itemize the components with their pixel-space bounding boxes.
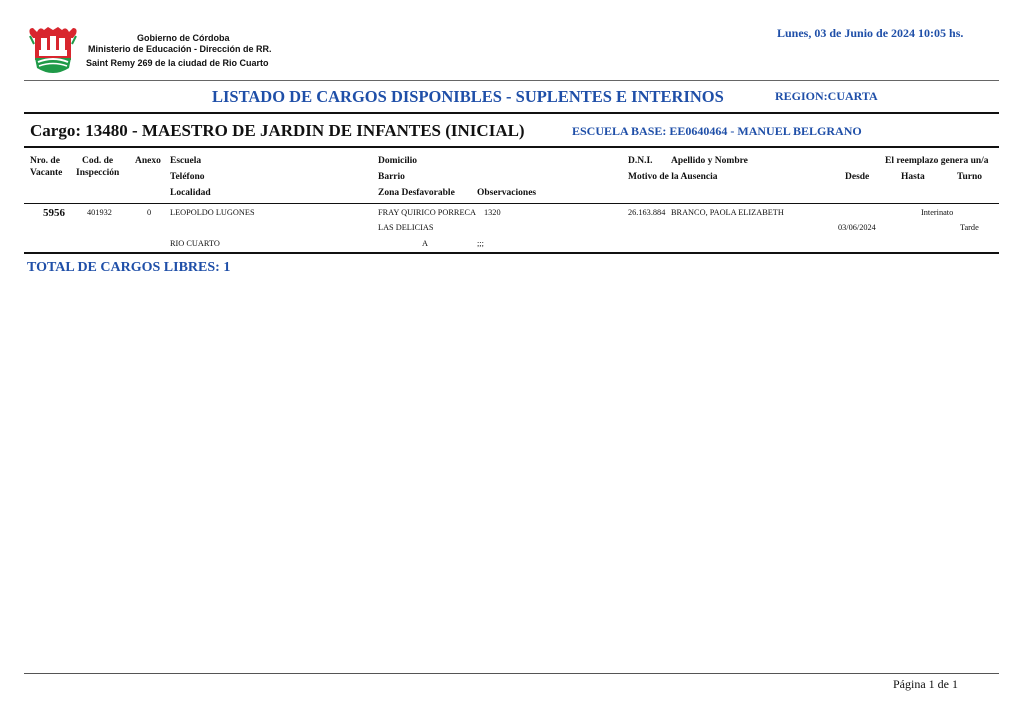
escuela-base: ESCUELA BASE: EE0640464 - MANUEL BELGRANO bbox=[572, 124, 862, 138]
divider bbox=[24, 252, 999, 254]
col-apellido: Apellido y Nombre bbox=[671, 156, 748, 166]
divider bbox=[24, 80, 999, 81]
col-turno: Turno bbox=[957, 172, 982, 182]
cell-turno: Tarde bbox=[960, 223, 979, 232]
col-localidad: Localidad bbox=[170, 188, 211, 198]
cell-numero: 1320 bbox=[484, 208, 501, 217]
region-label: REGION:CUARTA bbox=[775, 89, 878, 103]
cell-inspeccion: 401932 bbox=[87, 208, 112, 217]
col-cod-de: Cod. de bbox=[82, 156, 114, 166]
col-anexo: Anexo bbox=[135, 156, 161, 166]
col-desde: Desde bbox=[845, 172, 870, 182]
divider bbox=[24, 203, 999, 204]
page-number: Página 1 de 1 bbox=[893, 677, 958, 691]
total-cargos-libres: TOTAL DE CARGOS LIBRES: 1 bbox=[27, 260, 231, 275]
col-reemplazo: El reemplazo genera un/a bbox=[885, 156, 989, 166]
cell-vacante: 5956 bbox=[43, 207, 65, 219]
cell-dni: 26.163.884 bbox=[628, 208, 666, 217]
cell-genera: Interinato bbox=[921, 208, 954, 217]
cell-escuela: LEOPOLDO LUGONES bbox=[170, 208, 255, 217]
col-vacante: Vacante bbox=[30, 168, 63, 178]
col-zona: Zona Desfavorable bbox=[378, 188, 455, 198]
cell-nombre: BRANCO, PAOLA ELIZABETH bbox=[671, 208, 784, 217]
cell-domicilio: FRAY QUIRICO PORRECA bbox=[378, 208, 477, 217]
cordoba-coat-of-arms-icon bbox=[26, 24, 80, 78]
report-title: LISTADO DE CARGOS DISPONIBLES - SUPLENTES E INTERINOS bbox=[212, 87, 724, 106]
divider bbox=[24, 112, 999, 114]
col-observaciones: Observaciones bbox=[477, 188, 537, 198]
report-date: Lunes, 03 de Junio de 2024 10:05 hs. bbox=[777, 26, 964, 40]
org-line-1: Gobierno de Córdoba bbox=[137, 33, 230, 43]
org-line-3: Saint Remy 269 de la ciudad de Rio Cuarto bbox=[86, 58, 269, 68]
cargo-title: Cargo: 13480 - MAESTRO DE JARDIN DE INFANTES (INICIAL) bbox=[30, 121, 525, 140]
cell-barrio: LAS DELICIAS bbox=[378, 223, 434, 232]
cell-localidad: RIO CUARTO bbox=[170, 239, 220, 248]
cell-observaciones: ;;; bbox=[477, 239, 484, 248]
col-barrio: Barrio bbox=[378, 172, 405, 182]
org-line-2: Ministerio de Educación - Dirección de RR. bbox=[88, 44, 272, 54]
col-escuela: Escuela bbox=[170, 156, 202, 166]
cell-desde: 03/06/2024 bbox=[838, 223, 876, 232]
divider bbox=[24, 146, 999, 148]
col-telefono: Teléfono bbox=[170, 172, 205, 182]
col-nro-de: Nro. de bbox=[30, 156, 60, 166]
cell-zona: A bbox=[422, 239, 428, 248]
col-inspeccion: Inspección bbox=[76, 168, 120, 178]
col-hasta: Hasta bbox=[901, 172, 925, 182]
col-domicilio: Domicilio bbox=[378, 156, 418, 166]
cell-anexo: 0 bbox=[147, 208, 152, 217]
col-dni: D.N.I. bbox=[628, 156, 653, 166]
footer-divider bbox=[24, 673, 999, 674]
col-motivo: Motivo de la Ausencia bbox=[628, 172, 718, 182]
